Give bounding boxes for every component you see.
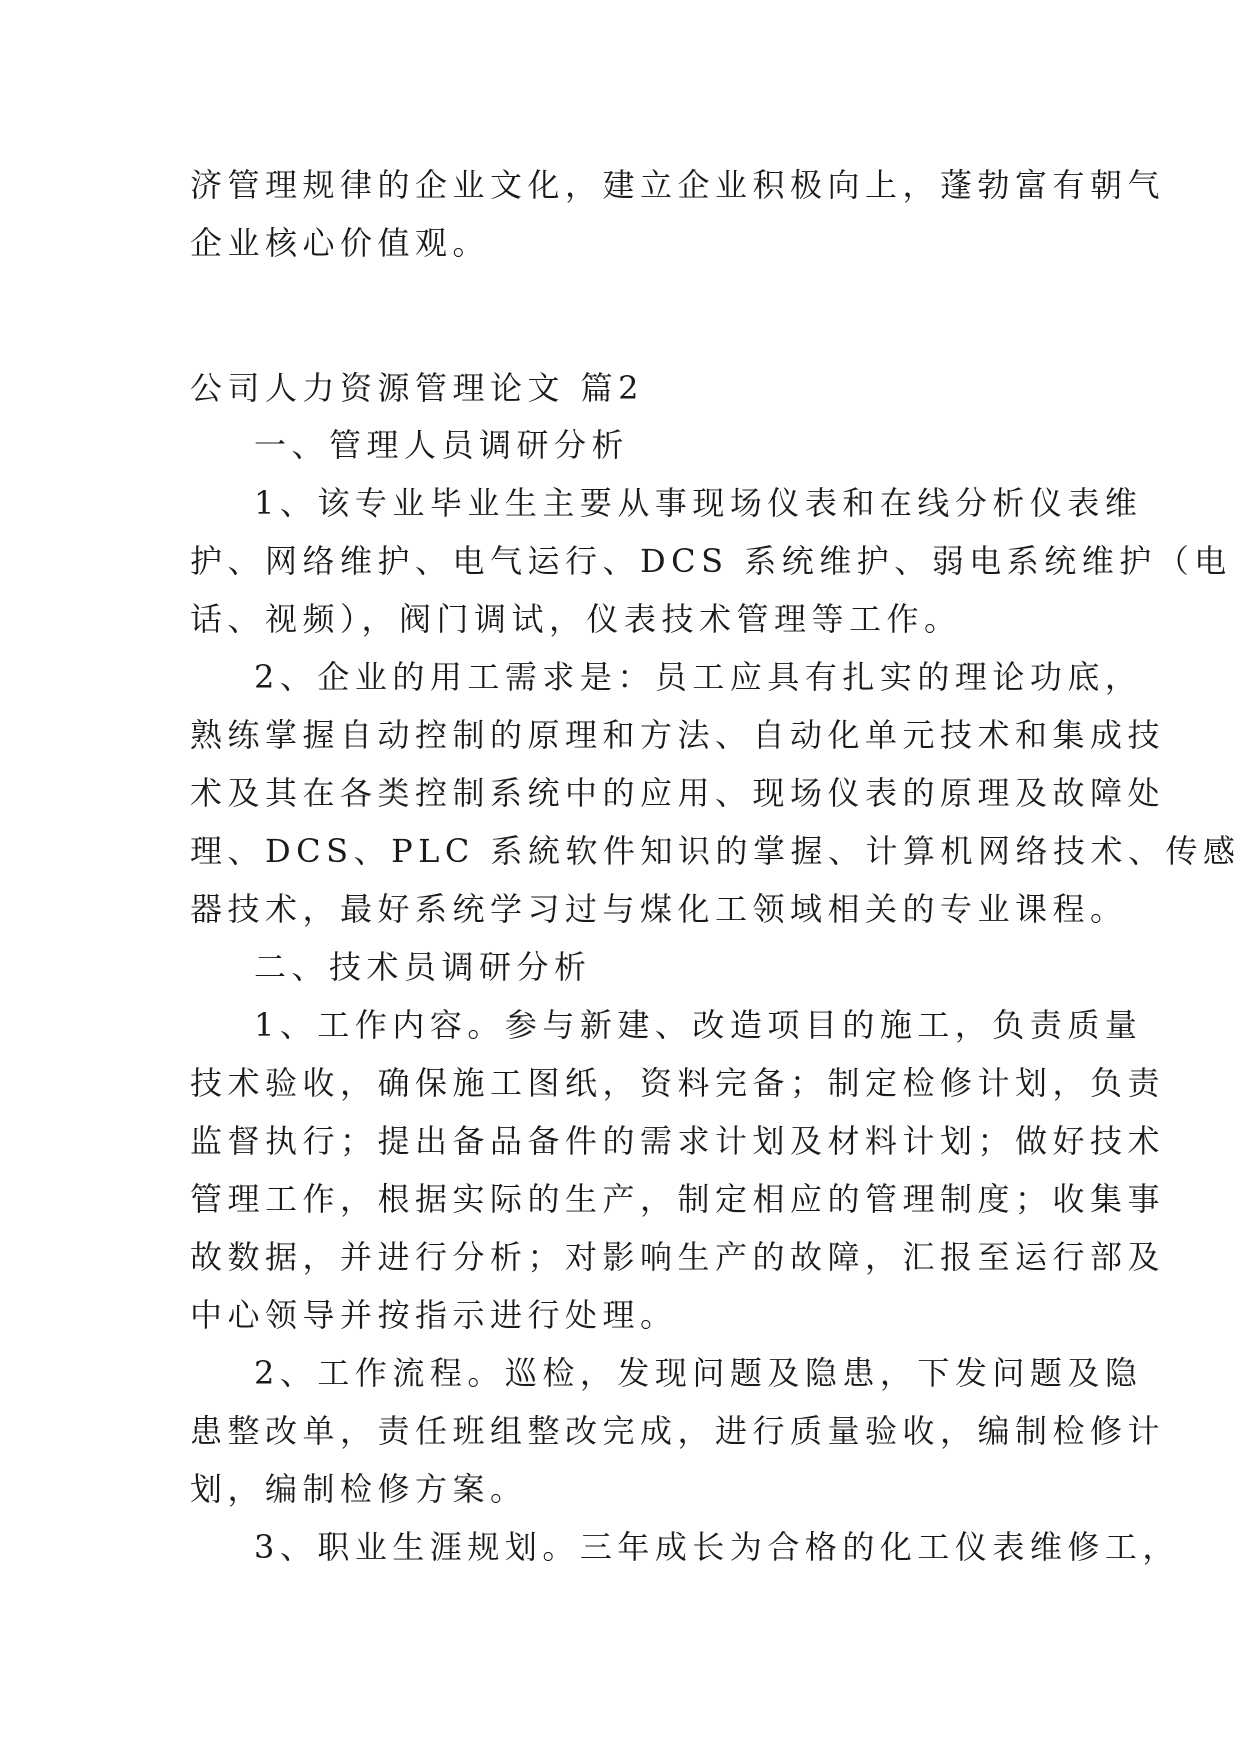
text-line: 熟练掌握自动控制的原理和方法、自动化单元技术和集成技 bbox=[190, 716, 1166, 754]
text-line: 技术验收，确保施工图纸，资料完备；制定检修计划，负责 bbox=[190, 1064, 1166, 1102]
text-line: 故数据，并进行分析；对影响生产的故障，汇报至运行部及 bbox=[190, 1238, 1166, 1276]
text-line: 术及其在各类控制系统中的应用、现场仪表的原理及故障处 bbox=[190, 774, 1166, 812]
text-line: 2、企业的用工需求是：员工应具有扎实的理论功底， bbox=[254, 658, 1143, 696]
text-line: 1、该专业毕业生主要从事现场仪表和在线分析仪表维 bbox=[254, 484, 1143, 522]
paragraph-1-1 bbox=[190, 474, 1232, 648]
paragraph-1-2 bbox=[190, 648, 1241, 938]
document-body bbox=[190, 156, 1241, 1576]
section-title: 公司人力资源管理论文 篇2 bbox=[190, 369, 645, 407]
heading-technician: 二、技术员调研分析 bbox=[254, 948, 592, 986]
text-line: 济管理规律的企业文化，建立企业积极向上，蓬勃富有朝气 bbox=[190, 166, 1166, 204]
text-line: 监督执行；提出备品备件的需求计划及材料计划；做好技术 bbox=[190, 1122, 1166, 1160]
paragraph-2-3 bbox=[190, 1518, 1180, 1576]
text-line: 患整改单，责任班组整改完成，进行质量验收，编制检修计 bbox=[190, 1412, 1166, 1450]
text-line: 管理工作，根据实际的生产，制定相应的管理制度；收集事 bbox=[190, 1180, 1166, 1218]
text-line: 1、工作内容。参与新建、改造项目的施工，负责质量 bbox=[254, 1006, 1143, 1044]
text-line: 器技术，最好系统学习过与煤化工领域相关的专业课程。 bbox=[190, 890, 1128, 928]
text-line: 划，编制检修方案。 bbox=[190, 1470, 528, 1508]
text-line: 企业核心价值观。 bbox=[190, 224, 491, 262]
heading-management-staff: 一、管理人员调研分析 bbox=[254, 426, 630, 464]
text-line: 2、工作流程。巡检，发现问题及隐患，下发问题及隐 bbox=[254, 1354, 1143, 1392]
paragraph-2-2 bbox=[190, 1344, 1166, 1518]
paragraph-2-1 bbox=[190, 996, 1166, 1344]
text-line: 中心领导并按指示进行处理。 bbox=[190, 1296, 678, 1334]
text-line: 理、DCS、PLC 系統软件知识的掌握、计算机网络技术、传感 bbox=[190, 832, 1241, 870]
text-line: 护、网络维护、电气运行、DCS 系统维护、弱电系统维护（电 bbox=[190, 542, 1232, 580]
text-line: 话、视频），阀门调试，仪表技术管理等工作。 bbox=[190, 600, 962, 638]
intro-paragraph bbox=[190, 156, 1166, 272]
text-line: 3、职业生涯规划。三年成长为合格的化工仪表维修工， bbox=[254, 1528, 1180, 1566]
